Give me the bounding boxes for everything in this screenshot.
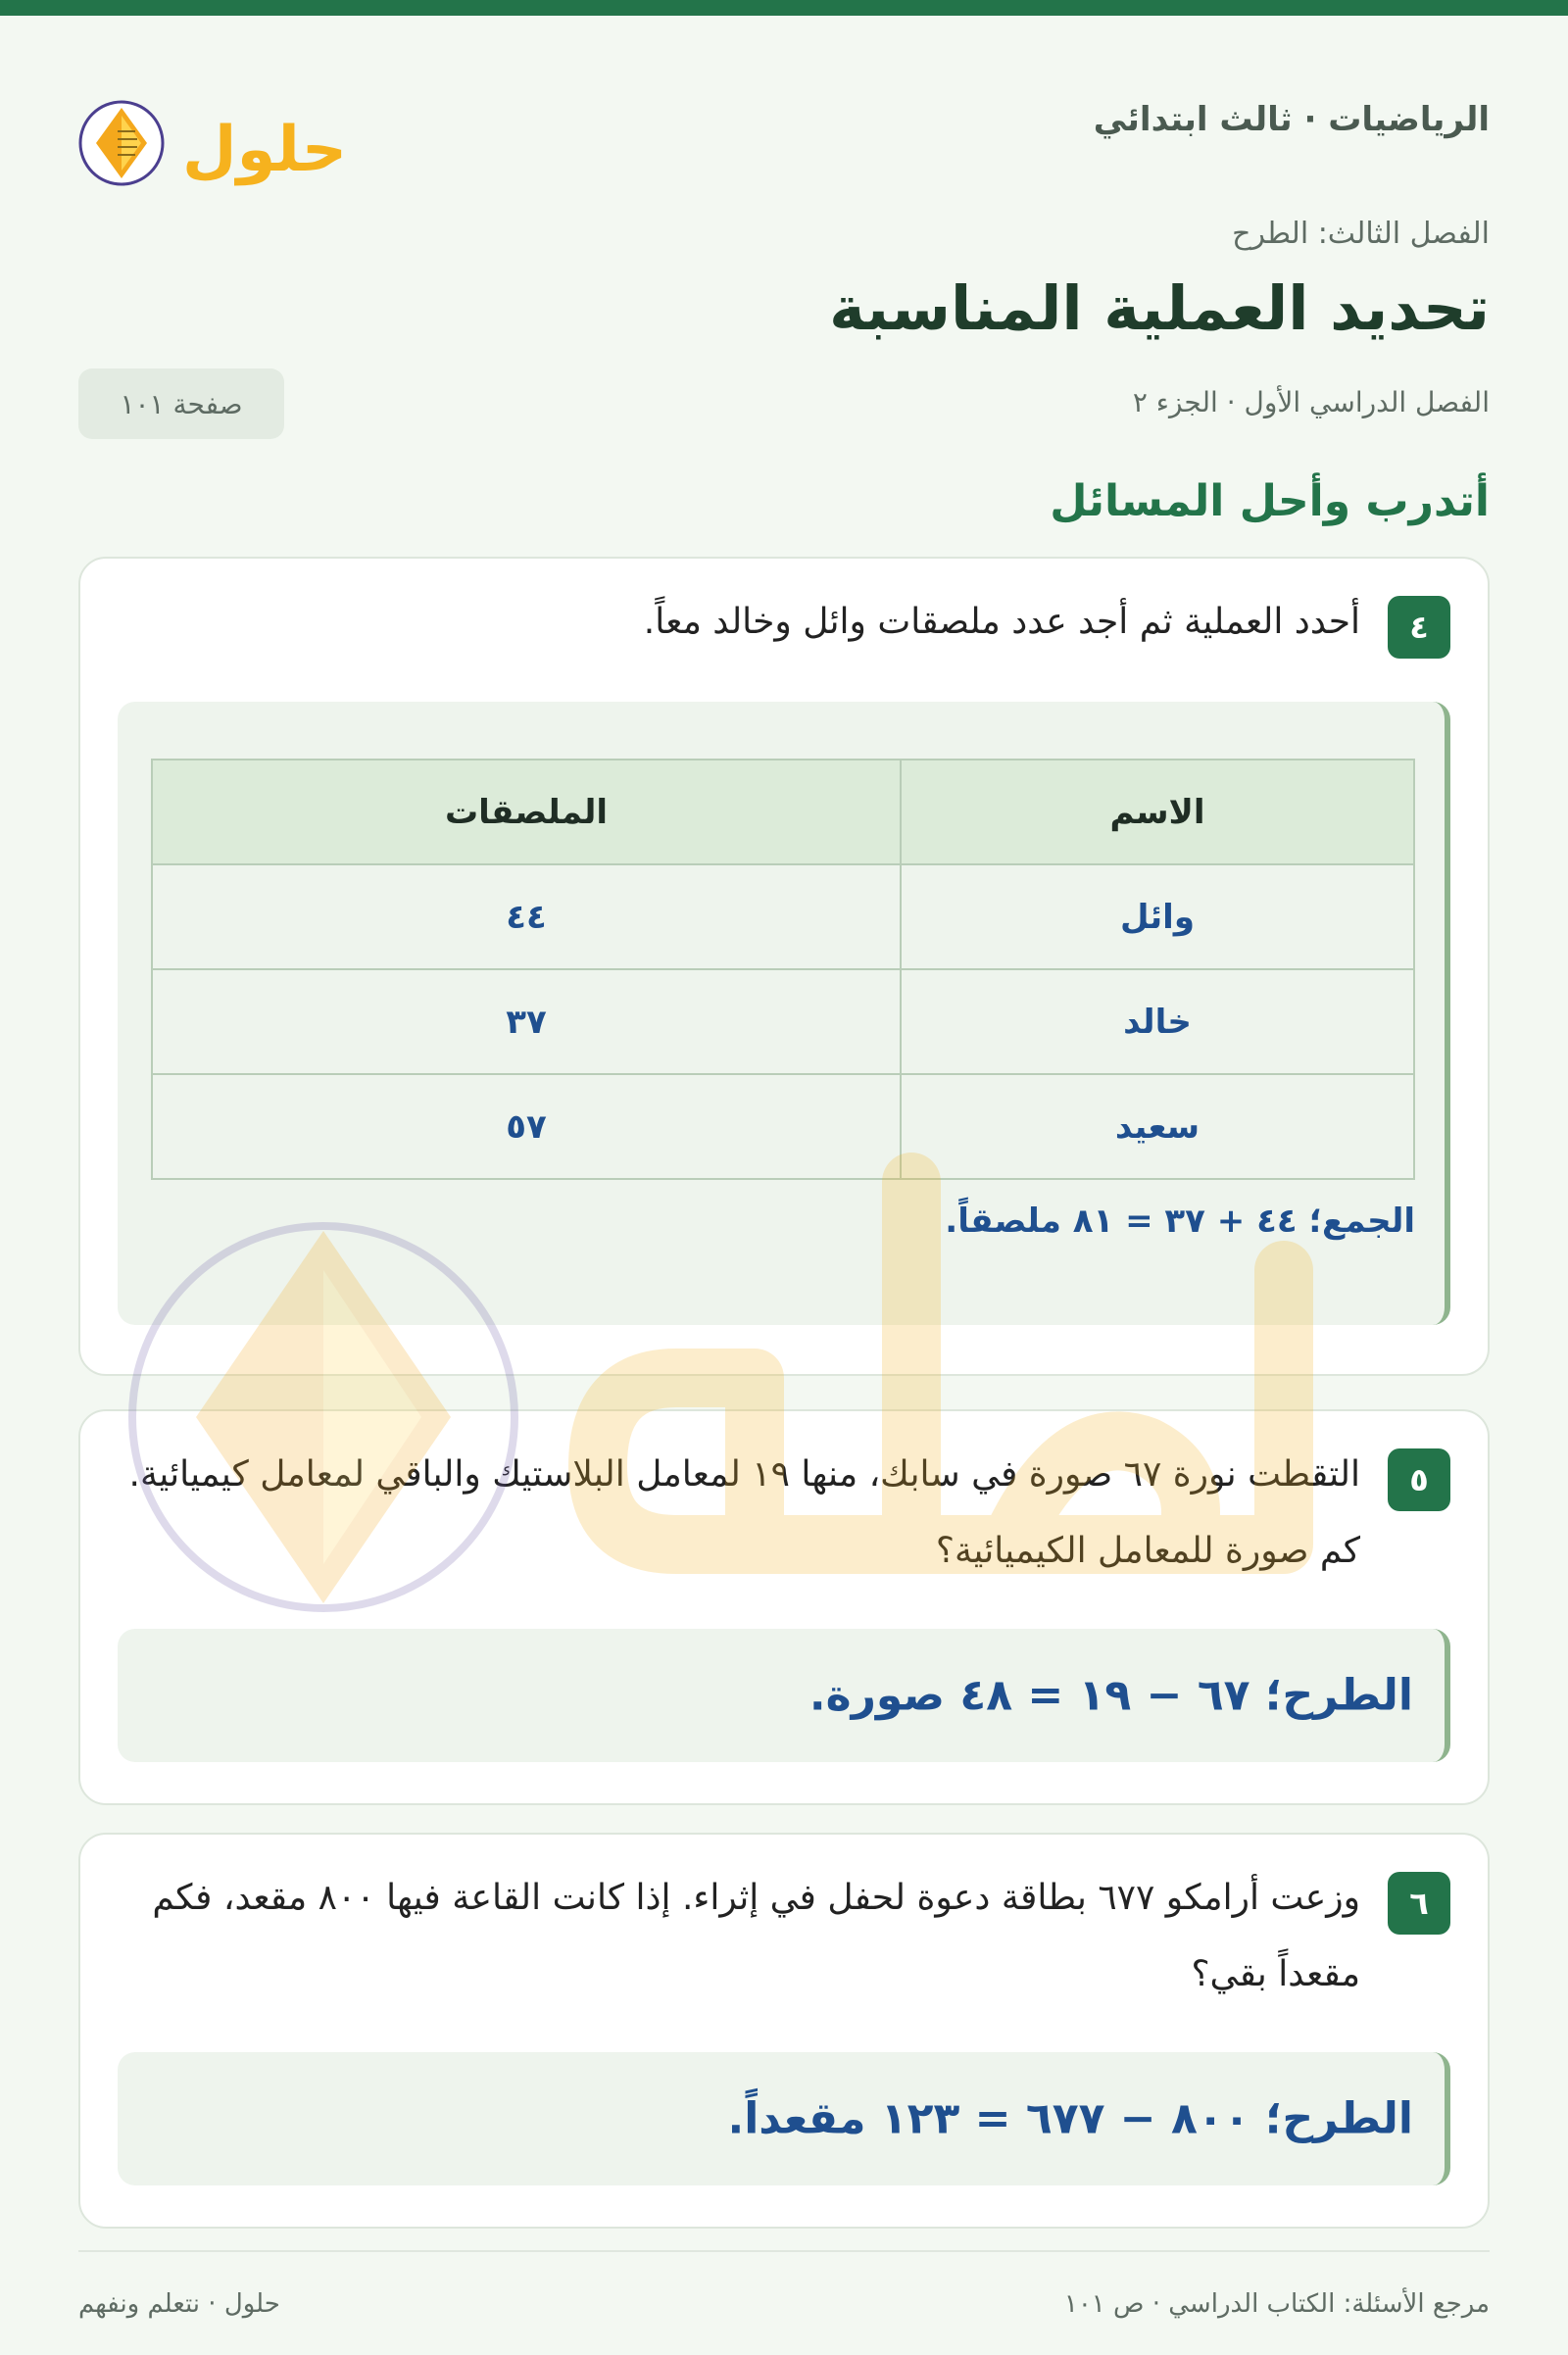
header — [78, 94, 1490, 192]
answer-box — [118, 2052, 1450, 2185]
top-accent-bar — [0, 0, 1568, 16]
answer-box — [118, 702, 1450, 1325]
page — [78, 16, 1490, 2355]
term-label: الفصل الدراسي الأول · الجزء ٢ — [1132, 386, 1490, 418]
table-header-stickers: الملصقات — [152, 760, 901, 864]
table-cell-stickers: ٥٧ — [152, 1074, 901, 1179]
lesson-title: تحديد العملية المناسبة — [829, 272, 1490, 344]
table-cell-name: سعيد — [901, 1074, 1414, 1179]
question-number: ٦ — [1388, 1872, 1450, 1935]
table-cell-stickers: ٤٤ — [152, 864, 901, 969]
footer-brand: حلول · نتعلم ونفهم — [78, 2289, 280, 2319]
section-title: أتدرب وأحل المسائل — [1050, 476, 1490, 526]
question-number: ٤ — [1388, 596, 1450, 659]
question-text: وزعت أرامكو ٦٧٧ بطاقة دعوة لحفل في إثراء. إذا كانت القاعة فيها ٨٠٠ مقعد، فكم مقعداً بقي؟ — [152, 1878, 1360, 1994]
table-cell-name: خالد — [901, 969, 1414, 1074]
question-card-6 — [78, 1833, 1490, 2229]
answer-text: الطرح؛ ٨٠٠ − ٦٧٧ = ١٢٣ مقعداً. — [727, 2093, 1413, 2144]
table-header-name: الاسم — [901, 760, 1414, 864]
hulul-logo — [78, 94, 353, 192]
answer-text: الجمع؛ ٤٤ + ٣٧ = ٨١ ملصقاً. — [945, 1202, 1415, 1241]
footer-reference: مرجع الأسئلة: الكتاب الدراسي · ص ١٠١ — [1063, 2289, 1490, 2319]
question-text: أحدد العملية ثم أجد عدد ملصقات وائل وخالد معاً. — [643, 602, 1360, 642]
stickers-table — [151, 759, 1415, 1180]
question-number: ٥ — [1388, 1448, 1450, 1511]
table-row — [152, 1074, 1414, 1179]
answer-box — [118, 1629, 1450, 1762]
question-text: التقطت نورة ٦٧ صورة في سابك، منها ١٩ لمعامل البلاستيك والباقي لمعامل كيميائية. كم صورة للمعامل الكيميائية؟ — [128, 1454, 1360, 1571]
question-card-4 — [78, 557, 1490, 1376]
subject-label: الرياضيات · ثالث ابتدائي — [1093, 100, 1490, 139]
table-row — [152, 969, 1414, 1074]
table-cell-stickers: ٣٧ — [152, 969, 901, 1074]
svg-text:حلول: حلول — [182, 114, 347, 186]
answer-text: الطرح؛ ٦٧ − ١٩ = ٤٨ صورة. — [808, 1670, 1413, 1721]
table-header-row — [152, 760, 1414, 864]
table-cell-name: وائل — [901, 864, 1414, 969]
chapter-label: الفصل الثالث: الطرح — [1232, 217, 1490, 251]
question-card-5 — [78, 1409, 1490, 1805]
table-row — [152, 864, 1414, 969]
footer-divider — [78, 2250, 1490, 2252]
page-badge: صفحة ١٠١ — [78, 368, 284, 439]
